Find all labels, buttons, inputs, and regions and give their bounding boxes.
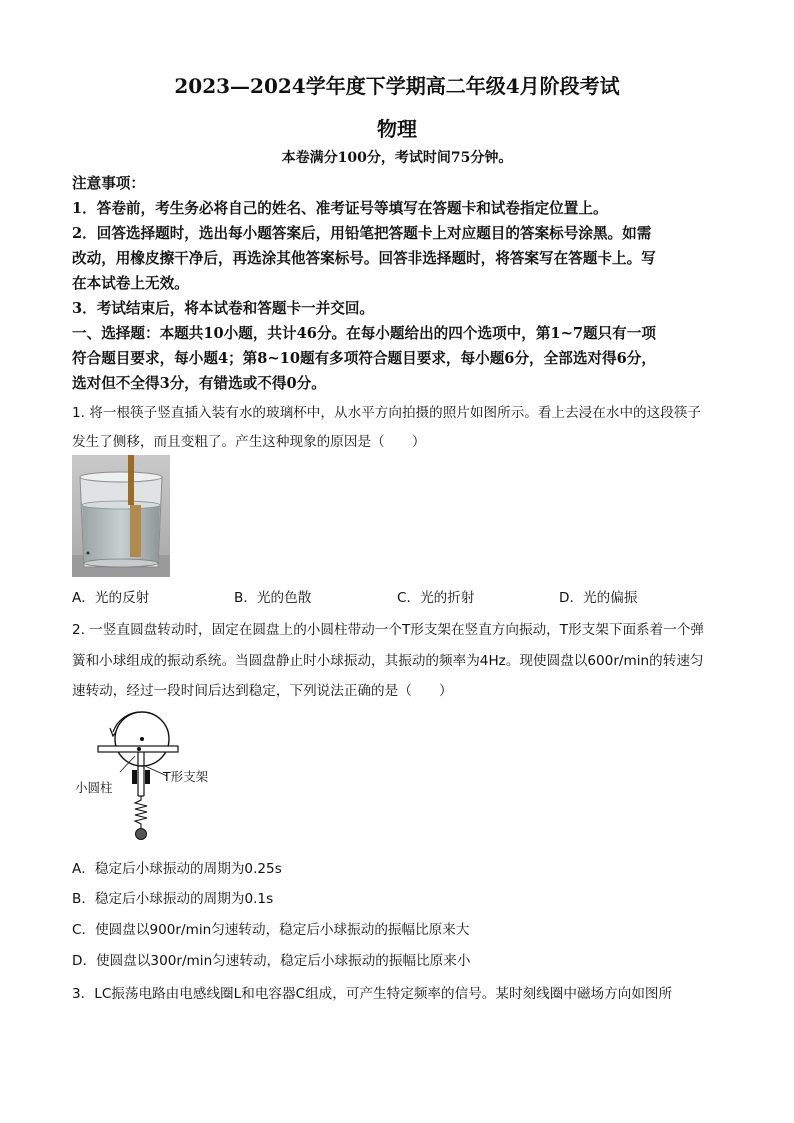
q2-stem-line: 簧和小球组成的振动系统。当圆盘静止时小球振动，其振动的频率为4Hz。现使圆盘以600r/min的转速匀 — [72, 653, 704, 669]
q2-stem-line: 速转动，经过一段时间后达到稳定，下列说法正确的是（ ） — [72, 683, 453, 699]
q1-stem-line: 发生了侧移，而且变粗了。产生这种现象的原因是（ ） — [72, 434, 426, 450]
q1-option-c: C．光的折射 — [397, 590, 475, 606]
notes-heading: 注意事项： — [72, 175, 145, 192]
q3-stem-line: 3．LC振荡电路由电感线圈L和电容器C组成，可产生特定频率的信号。某时刻线圈中磁场方向如图所 — [72, 986, 673, 1002]
exam-info: 本卷满分100分，考试时间75分钟。 — [281, 150, 513, 166]
label-t-frame: T形支架 — [163, 769, 209, 784]
q2-option-b: B．稳定后小球振动的周期为0.1s — [72, 891, 274, 907]
notes-line: 3．考试结束后，将本试卷和答题卡一并交回。 — [72, 300, 375, 317]
notes-line: 改动，用橡皮擦干净后，再选涂其他答案标号。回答非选择题时，将答案写在答题卡上。写 — [72, 250, 656, 267]
section-line: 符合题目要求，每小题4；第8~10题有多项符合题目要求，每小题6分，全部选对得6分， — [72, 350, 656, 367]
q2-option-a: A．稳定后小球振动的周期为0.25s — [72, 861, 282, 877]
section-line: 一、选择题：本题共10小题，共计46分。在每小题给出的四个选项中，第1~7题只有一项 — [72, 325, 656, 342]
q1-stem-line: 1. 将一根筷子竖直插入装有水的玻璃杯中，从水平方向拍摄的照片如图所示。看上去浸在水中的这段筷子 — [72, 405, 702, 421]
q2-option-c: C．使圆盘以900r/min匀速转动，稳定后小球振动的振幅比原来大 — [72, 922, 470, 938]
q1-option-a: A．光的反射 — [72, 590, 150, 606]
q2-stem-line: 2. 一竖直圆盘转动时，固定在圆盘上的小圆柱带动一个T形支架在竖直方向振动，T形支架下面系着一个弹 — [72, 622, 705, 638]
section-line: 选对但不全得3分，有错选或不得0分。 — [72, 375, 326, 392]
notes-line: 在本试卷上无效。 — [72, 275, 189, 292]
subject-title: 物理 — [377, 117, 417, 141]
exam-title: 2023—2024学年度下学期高二年级4月阶段考试 — [174, 74, 620, 98]
glass-photo — [72, 455, 170, 577]
q2-option-d: D．使圆盘以300r/min匀速转动，稳定后小球振动的振幅比原来小 — [72, 953, 471, 969]
notes-line: 1．答卷前，考生务必将自己的姓名、准考证号等填写在答题卡和试卷指定位置上。 — [72, 200, 608, 217]
q1-option-d: D．光的偏振 — [559, 590, 638, 606]
notes-line: 2．回答选择题时，选出每小题答案后，用铅笔把答题卡上对应题目的答案标号涂黑。如需 — [72, 225, 652, 242]
label-small-cylinder: 小圆柱 — [75, 780, 113, 795]
q1-option-b: B．光的色散 — [234, 590, 312, 606]
